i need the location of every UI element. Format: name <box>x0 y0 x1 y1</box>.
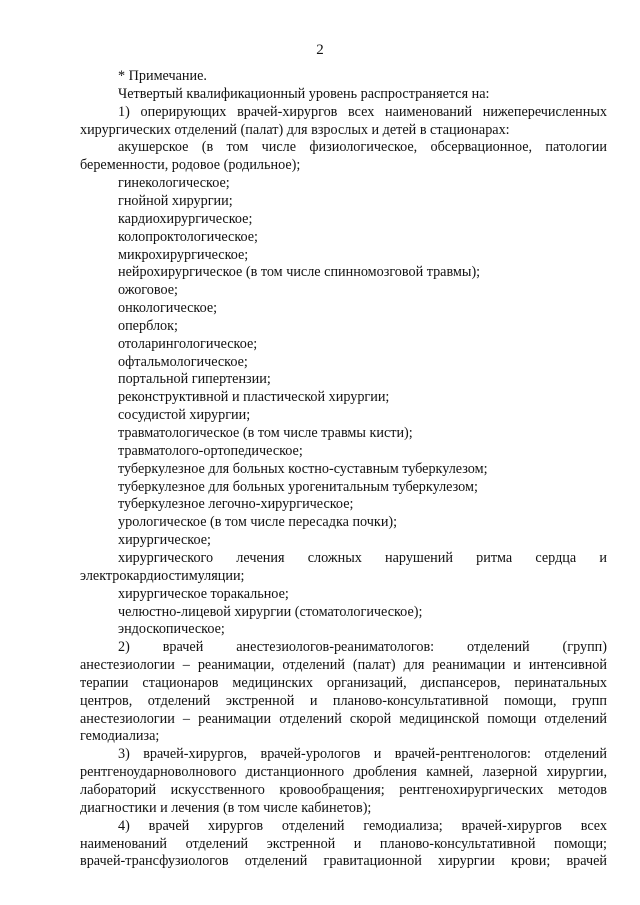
text-line: хирургическое; <box>118 532 211 549</box>
text-line: 3) врачей-хирургов, врачей-урологов и врачей-рентгенологов: отделений <box>118 746 607 763</box>
text-line: портальной гипертензии; <box>118 371 271 388</box>
text-line: реконструктивной и пластической хирургии; <box>118 389 390 406</box>
text-line: микрохирургическое; <box>118 246 249 263</box>
text-line: туберкулезное для больных костно-суставным туберкулезом; <box>118 460 488 477</box>
text-line: офтальмологическое; <box>118 353 248 370</box>
text-line: эндоскопическое; <box>118 621 225 638</box>
text-line: центров, отделений экстренной и планово-консультативной помощи, групп <box>80 692 607 709</box>
text-line: отоларингологическое; <box>118 335 258 352</box>
text-line: анестезиологии – реанимации отделений скорой медицинской помощи отделений <box>80 710 607 727</box>
text-line: сосудистой хирургии; <box>118 407 251 424</box>
text-line: рентгеноударноволнового дистанционного дробления камней, лазерной хирургии, <box>80 764 607 781</box>
text-line: врачей-трансфузиологов отделений гравитационной хирургии крови; врачей <box>80 853 607 870</box>
text-line: онкологическое; <box>118 300 218 317</box>
text-line: хирургическое торакальное; <box>118 585 289 602</box>
text-line: анестезиологии – реанимации, отделений (палат) для реанимации и интенсивной <box>80 657 607 674</box>
text-line: беременности, родовое (родильное); <box>80 157 301 174</box>
text-line: Четвертый квалификационный уровень распространяется на: <box>118 85 490 102</box>
text-line: гемодиализа; <box>80 728 160 745</box>
text-line: 4) врачей хирургов отделений гемодиализа; врачей-хирургов всех <box>118 817 607 834</box>
text-line: хирургического лечения сложных нарушений ритма сердца и <box>118 549 607 566</box>
text-line: туберкулезное легочно-хирургическое; <box>118 496 354 513</box>
text-line: хирургических отделений (палат) для взрослых и детей в стационарах: <box>80 121 510 138</box>
text-line: 1) оперирующих врачей-хирургов всех наименований нижеперечисленных <box>118 103 607 120</box>
text-line: гнойной хирургии; <box>118 192 233 209</box>
text-line: нейрохирургическое (в том числе спинномозговой травмы); <box>118 264 481 281</box>
text-line: ожоговое; <box>118 282 178 299</box>
text-line: колопроктологическое; <box>118 228 259 245</box>
text-line: оперблок; <box>118 317 178 334</box>
text-line: акушерское (в том числе физиологическое, обсервационное, патологии <box>118 139 607 156</box>
text-line: наименований отделений экстренной и планово-консультативной помощи; <box>80 835 607 852</box>
page-number: 2 <box>316 42 324 58</box>
text-line: кардиохирургическое; <box>118 210 253 227</box>
text-line: туберкулезное для больных урогенитальным туберкулезом; <box>118 478 478 495</box>
text-line: электрокардиостимуляции; <box>80 567 245 584</box>
text-line: 2) врачей анестезиологов-реаниматологов: отделений (групп) <box>118 639 607 656</box>
text-line: диагностики и лечения (в том числе кабинетов); <box>80 799 372 816</box>
text-line: гинекологическое; <box>118 175 230 192</box>
text-line: урологическое (в том числе пересадка почки); <box>118 514 398 531</box>
text-line: лабораторий искусственного кровообращения; рентгенохирургических методов <box>80 782 607 798</box>
text-line: терапии стационаров медицинских организаций, диспансеров, перинатальных <box>80 674 607 691</box>
text-line: травматолого-ортопедическое; <box>118 442 303 459</box>
text-line: челюстно-лицевой хирургии (стоматологическое); <box>118 603 423 620</box>
text-line: * Примечание. <box>118 68 207 84</box>
text-line: травматологическое (в том числе травмы кисти); <box>118 425 413 441</box>
